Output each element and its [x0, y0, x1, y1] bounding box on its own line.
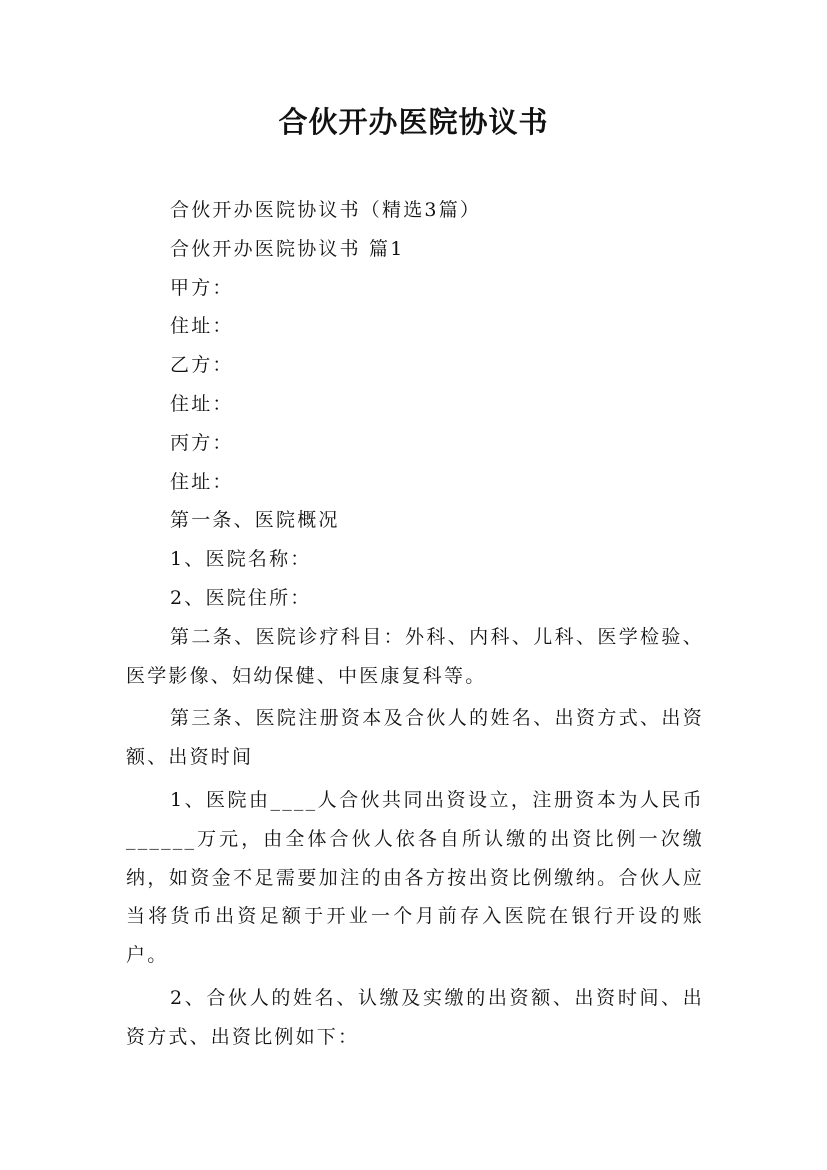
- paragraph-article-2: 第二条、医院诊疗科目：外科、内科、儿科、医学检验、医学影像、妇幼保健、中医康复科等。: [126, 625, 704, 687]
- paragraph-address-b: 住址：: [170, 392, 234, 415]
- paragraph-hospital-name: 1、医院名称：: [170, 548, 312, 571]
- paragraph-article-1: 第一条、医院概况: [170, 509, 340, 532]
- document-body: [126, 191, 704, 1057]
- paragraph-section-heading: 合伙开办医院协议书 篇1: [170, 237, 405, 260]
- paragraph-party-a: 甲方：: [170, 276, 234, 299]
- paragraph-party-c: 丙方：: [170, 431, 234, 454]
- paragraph-article-3-item-2: 2、合伙人的姓名、认缴及实缴的出资额、出资时间、出资方式、出资比例如下：: [126, 986, 704, 1048]
- document-title: 合伙开办医院协议书: [278, 105, 549, 139]
- paragraph-subtitle: 合伙开办医院协议书（精选3篇）: [170, 199, 482, 221]
- paragraph-address-c: 住址：: [170, 470, 234, 493]
- paragraph-address-a: 住址：: [170, 315, 234, 338]
- paragraph-article-3-item-1: 1、医院由____人合伙共同出资设立，注册资本为人民币______万元，由全体合伙人依各自所认缴的出资比例一次缴纳，如资金不足需要加注的由各方按出资比例缴纳。合伙人应当将货币出资足额于开业一个月前存入医院在银行开设的账户。: [126, 788, 704, 967]
- paragraph-hospital-address: 2、医院住所：: [170, 586, 312, 609]
- paragraph-article-3: 第三条、医院注册资本及合伙人的姓名、出资方式、出资额、出资时间: [126, 707, 704, 769]
- paragraph-party-b: 乙方：: [170, 354, 234, 377]
